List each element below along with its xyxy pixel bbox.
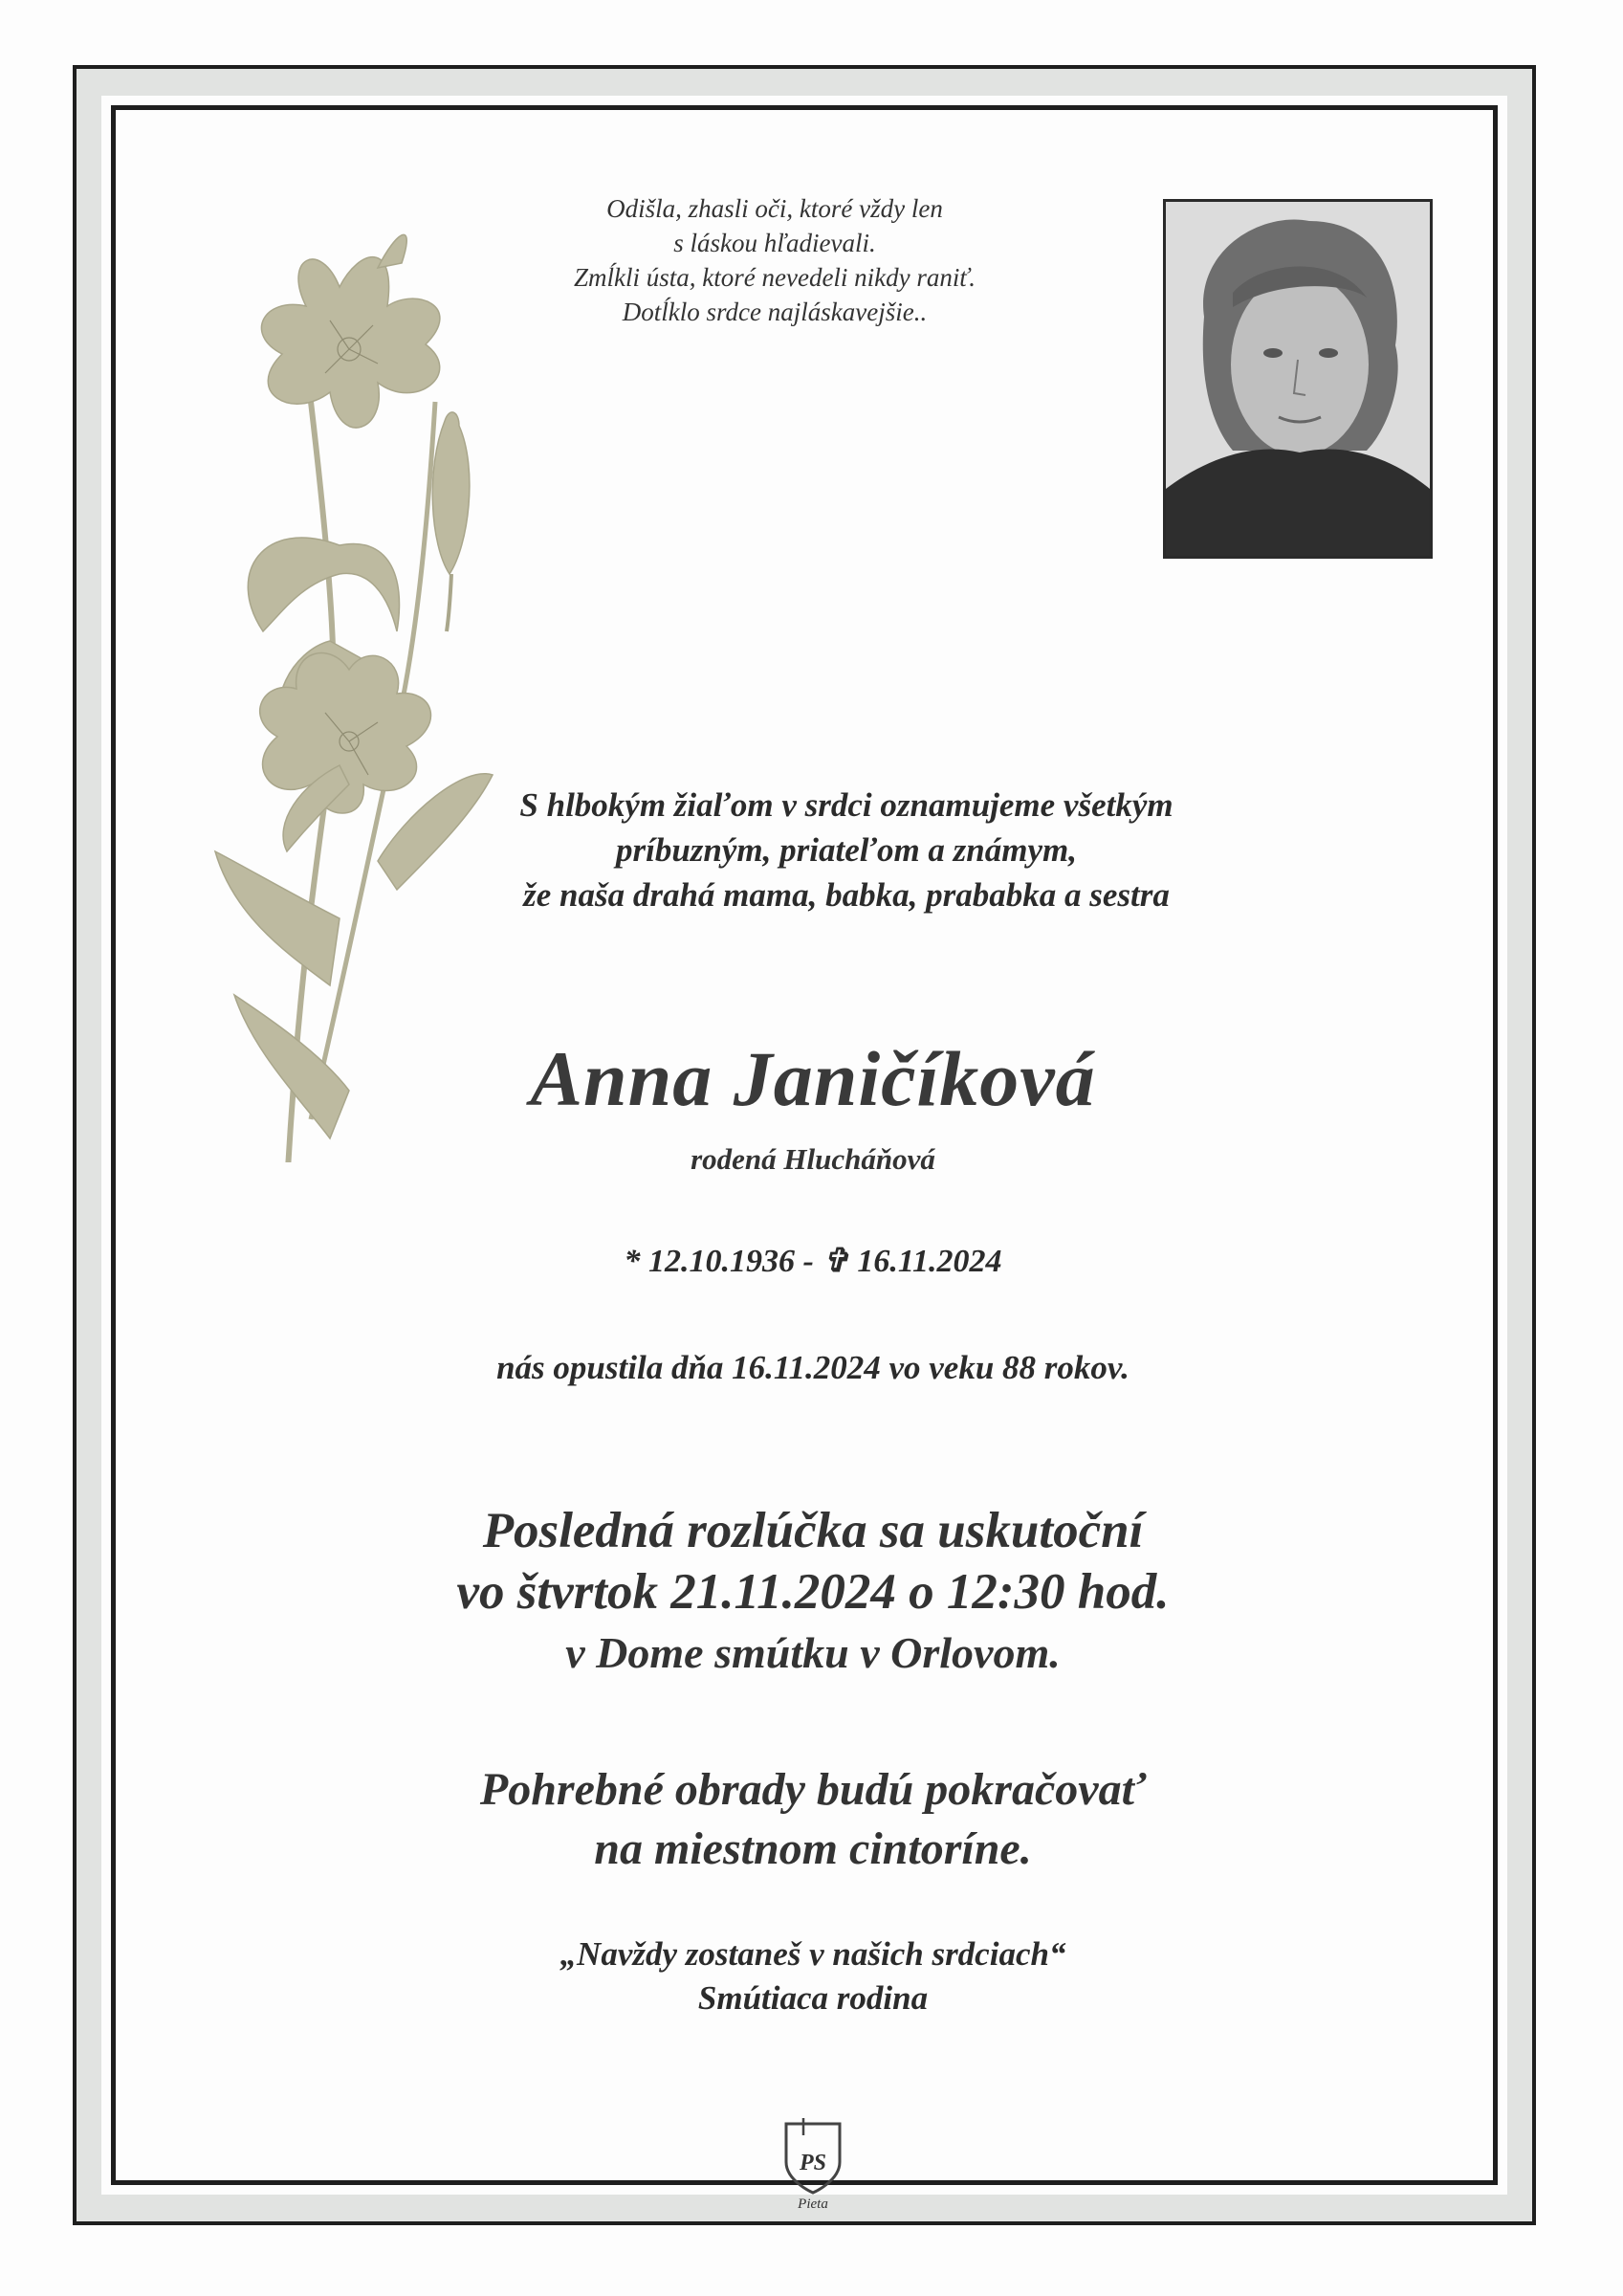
cross-icon bbox=[798, 2118, 809, 2135]
farewell-line: v Dome smútku v Orlovom. bbox=[565, 1628, 1061, 1677]
deceased-name: Anna Janičíková bbox=[530, 1035, 1096, 1122]
verse-line: Zmĺkli ústa, ktoré nevedeli nikdy raniť. bbox=[574, 263, 976, 292]
life-dates: * 12.10.1936 - ✞ 16.11.2024 bbox=[624, 1244, 1002, 1279]
portrait-illustration bbox=[1166, 202, 1430, 556]
burial-line: Pohrebné obrady budú pokračovať bbox=[479, 1764, 1147, 1815]
pieta-logo bbox=[775, 2114, 851, 2210]
portrait-photo bbox=[1163, 199, 1433, 559]
verse bbox=[478, 191, 1071, 329]
verse-line: s láskou hľadievali. bbox=[673, 229, 876, 257]
closing-signature: Smútiaca rodina bbox=[697, 1979, 929, 2017]
closing-quote: „Navždy zostaneš v našich srdciach“ bbox=[559, 1935, 1066, 1973]
logo-brand: Pieta bbox=[798, 2197, 828, 2210]
farewell-line: Posledná rozlúčka sa uskutoční bbox=[482, 1503, 1144, 1558]
maiden-name: rodená Hlucháňová bbox=[691, 1142, 935, 1176]
farewell-info bbox=[287, 1500, 1339, 1684]
verse-line: Dotĺklo srdce najláskavejšie.. bbox=[622, 298, 928, 326]
logo-monogram: PS bbox=[799, 2151, 827, 2175]
announcement-intro bbox=[383, 783, 1310, 917]
verse-line: Odišla, zhasli oči, ktoré vždy len bbox=[606, 194, 943, 223]
farewell-line: vo štvrtok 21.11.2024 o 12:30 hod. bbox=[456, 1564, 1170, 1620]
passed-away-note: nás opustila dňa 16.11.2024 vo veku 88 rokov. bbox=[496, 1349, 1130, 1386]
intro-line: S hlbokým žiaľom v srdci oznamujeme všetkým bbox=[519, 786, 1173, 824]
lily-illustration bbox=[206, 230, 502, 1162]
intro-line: príbuzným, priateľom a známym, bbox=[615, 831, 1078, 869]
burial-line: na miestnom cintoríne. bbox=[594, 1823, 1032, 1874]
closing bbox=[383, 1932, 1243, 2020]
burial-info bbox=[287, 1760, 1339, 1879]
intro-line: že naša drahá mama, babka, prababka a sestra bbox=[523, 876, 1170, 914]
